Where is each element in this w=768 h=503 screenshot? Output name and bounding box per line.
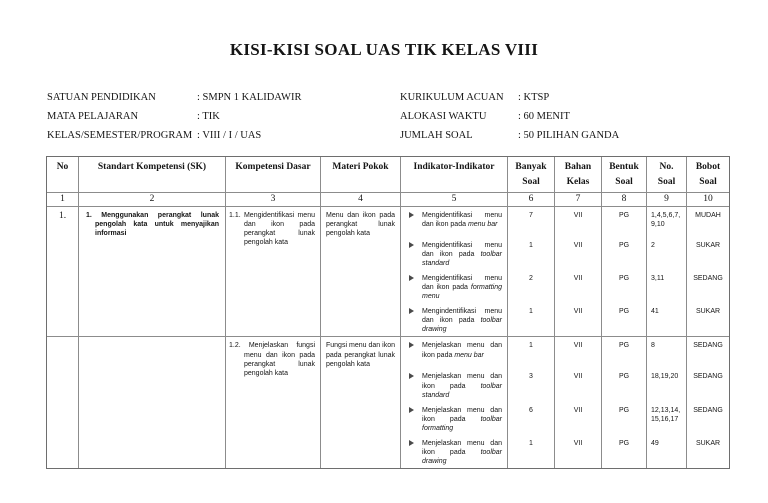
col-number: 1 bbox=[47, 193, 79, 206]
banyak-soal-cell: 1 bbox=[508, 237, 555, 270]
indicator-item bbox=[401, 303, 508, 336]
bentuk-soal-cell: PG bbox=[602, 337, 647, 368]
bentuk-soal-cell: PG bbox=[602, 435, 647, 468]
no-soal-cell: 2 bbox=[647, 237, 687, 270]
indicator-text: Mengidentifikasi menu dan ikon pada formatting menu bbox=[422, 274, 502, 301]
kompetensi-dasar-cell: 1.1. Mengidentifikasi menu dan ikon pada perangkat lunak pengolah kata bbox=[226, 207, 321, 337]
banyak-soal-cell: 3 bbox=[508, 368, 555, 401]
col-number: 7 bbox=[555, 193, 602, 206]
arrow-bullet-icon bbox=[409, 241, 418, 268]
bobot-soal-cell: SUKAR bbox=[695, 308, 721, 316]
col-number: 10 bbox=[703, 193, 713, 204]
info-value: : KTSP bbox=[518, 92, 550, 103]
indicator-item bbox=[401, 402, 508, 435]
banyak-soal-cell: 2 bbox=[508, 270, 555, 303]
no-soal-cell: 12,13,14, 15,16,17 bbox=[647, 402, 687, 435]
col-number: 8 bbox=[602, 193, 647, 206]
info-value: : 60 MENIT bbox=[518, 111, 570, 123]
info-label: JUMLAH SOAL bbox=[400, 130, 473, 142]
bobot-soal-cell: SEDANG bbox=[693, 406, 723, 414]
bentuk-soal-cell: PG bbox=[602, 270, 647, 303]
col-header-bobot-soal: Bobot Soal bbox=[695, 162, 721, 187]
bahan-kelas-cell: VII bbox=[555, 303, 602, 336]
info-value: : SMPN 1 KALIDAWIR bbox=[197, 92, 302, 103]
col-header-no-soal: No. Soal bbox=[647, 157, 687, 191]
indicator-item bbox=[401, 435, 508, 468]
bobot-soal-cell: MUDAH bbox=[695, 211, 721, 219]
bentuk-soal-cell: PG bbox=[602, 402, 647, 435]
no-soal-cell: 41 bbox=[647, 303, 687, 336]
bobot-soal-cell: SUKAR bbox=[695, 440, 721, 448]
indicator-item bbox=[401, 237, 508, 270]
arrow-bullet-icon bbox=[409, 211, 418, 235]
arrow-bullet-icon bbox=[409, 372, 418, 399]
standar-kompetensi-cell: 1. Menggunakan perangkat lunak pengolah kata untuk menyajikan informasi bbox=[79, 207, 226, 337]
no-soal-cell: 49 bbox=[647, 435, 687, 468]
col-number: 3 bbox=[226, 193, 321, 206]
bahan-kelas-cell: VII bbox=[555, 270, 602, 303]
bahan-kelas-cell: VII bbox=[555, 402, 602, 435]
banyak-soal-cell: 6 bbox=[508, 402, 555, 435]
col-number: 2 bbox=[79, 193, 226, 206]
banyak-soal-cell: 7 bbox=[508, 207, 555, 237]
info-value: : VIII / I / UAS bbox=[197, 130, 262, 142]
info-label: KELAS/SEMESTER/PROGRAM bbox=[47, 130, 193, 142]
col-header-no: No bbox=[47, 157, 79, 191]
col-header-banyak-soal: Banyak Soal bbox=[508, 157, 555, 191]
bentuk-soal-cell: PG bbox=[602, 207, 647, 237]
col-header-indikator: Indikator-Indikator bbox=[401, 157, 508, 191]
no-soal-cell: 8 bbox=[647, 337, 687, 368]
indicator-text: Menjelaskan menu dan ikon pada toolbar standard bbox=[422, 373, 502, 399]
arrow-bullet-icon bbox=[409, 307, 418, 334]
indicator-text: Menjelaskan menu dan ikon pada menu bar bbox=[422, 342, 502, 359]
no-soal-cell: 3,11 bbox=[647, 270, 687, 303]
row-number-cell bbox=[47, 337, 79, 468]
bentuk-soal-cell: PG bbox=[602, 303, 647, 336]
col-header-bahan-kelas: Bahan Kelas bbox=[555, 157, 602, 191]
indicator-item bbox=[401, 337, 508, 368]
info-value: : 50 PILIHAN GANDA bbox=[518, 130, 620, 142]
no-soal-cell: 1,4,5,6,7, 9,10 bbox=[647, 207, 687, 237]
info-label: MATA PELAJARAN bbox=[47, 111, 139, 123]
info-label: SATUAN PENDIDIKAN bbox=[47, 92, 156, 103]
info-value: : TIK bbox=[197, 111, 220, 123]
column-number-row bbox=[47, 193, 729, 207]
indicator-text: Mengidentifikasi menu dan ikon pada toolbar standard bbox=[422, 241, 502, 267]
kisi-kisi-table bbox=[46, 156, 730, 469]
info-label: ALOKASI WAKTU bbox=[400, 111, 487, 123]
bahan-kelas-cell: VII bbox=[555, 368, 602, 401]
bobot-soal-cell: SUKAR bbox=[695, 241, 721, 249]
bobot-soal-cell: SEDANG bbox=[693, 274, 723, 282]
indicator-text: Mengindentifikasi menu dan ikon pada toolbar drawing bbox=[422, 308, 502, 334]
standar-kompetensi-cell bbox=[79, 337, 226, 468]
table-row bbox=[47, 207, 729, 337]
indicator-text: Menjelaskan menu dan ikon pada toolbar drawing bbox=[422, 440, 502, 466]
col-header-standar-kompetensi: Standart Kompetensi (SK) bbox=[79, 157, 226, 191]
indicator-text: Mengidentifikasi menu dan ikon pada menu bar bbox=[422, 211, 502, 228]
bahan-kelas-cell: VII bbox=[555, 237, 602, 270]
bentuk-soal-cell: PG bbox=[602, 368, 647, 401]
col-number: 5 bbox=[401, 193, 508, 206]
banyak-soal-cell: 1 bbox=[508, 337, 555, 368]
materi-pokok-cell: Menu dan ikon pada perangkat lunak pengolah kata bbox=[321, 207, 401, 337]
col-number: 6 bbox=[508, 193, 555, 206]
no-soal-cell: 18,19,20 bbox=[647, 368, 687, 401]
bobot-soal-cell: SEDANG bbox=[693, 342, 723, 350]
indicator-text: Menjelaskan menu dan ikon pada toolbar formatting bbox=[422, 406, 502, 432]
arrow-bullet-icon bbox=[409, 439, 418, 466]
bahan-kelas-cell: VII bbox=[555, 435, 602, 468]
bahan-kelas-cell: VII bbox=[555, 207, 602, 237]
kompetensi-dasar-cell: 1.2. Menjelaskan fungsi menu dan ikon pada perangkat lunak pengolah kata bbox=[226, 337, 321, 468]
row-number-cell: 1. bbox=[47, 207, 79, 337]
col-header-bentuk-soal: Bentuk Soal bbox=[602, 157, 647, 191]
bentuk-soal-cell: PG bbox=[602, 237, 647, 270]
arrow-bullet-icon bbox=[409, 274, 418, 301]
document-info bbox=[47, 92, 768, 142]
banyak-soal-cell: 1 bbox=[508, 303, 555, 336]
page-title: KISI-KISI SOAL UAS TIK KELAS VIII bbox=[229, 40, 539, 59]
col-header-materi-pokok: Materi Pokok bbox=[321, 157, 401, 191]
banyak-soal-cell: 1 bbox=[508, 435, 555, 468]
col-number: 9 bbox=[647, 193, 687, 206]
indicator-item bbox=[401, 368, 508, 401]
col-number: 4 bbox=[321, 193, 401, 206]
bobot-soal-cell: SEDANG bbox=[693, 373, 723, 381]
bahan-kelas-cell: VII bbox=[555, 337, 602, 368]
arrow-bullet-icon bbox=[409, 406, 418, 433]
info-label: KURIKULUM ACUAN bbox=[400, 92, 504, 103]
col-header-kompetensi-dasar: Kompetensi Dasar bbox=[226, 157, 321, 191]
arrow-bullet-icon bbox=[409, 341, 418, 366]
indicator-item bbox=[401, 270, 508, 303]
indicator-item bbox=[401, 207, 508, 237]
materi-pokok-cell: Fungsi menu dan ikon pada perangkat lunak pengolah kata bbox=[321, 337, 401, 468]
table-header-row bbox=[47, 157, 729, 192]
table-row bbox=[47, 336, 729, 468]
